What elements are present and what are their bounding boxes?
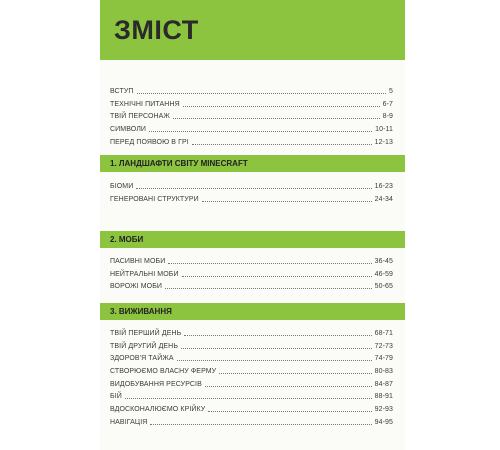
toc-item[interactable] [110,193,393,206]
leader-dots [219,373,371,374]
leader-dots [177,360,372,361]
toc-label: СТВОРЮЄМО ВЛАСНУ ФЕРМУ [110,367,217,375]
toc-page: 10-11 [375,125,393,133]
toc-item[interactable] [110,340,393,353]
toc-item[interactable] [110,327,393,340]
toc-label: НЕЙТРАЛЬНІ МОБИ [110,270,179,278]
section-title: 1. ЛАНДШАФТИ СВІТУ MINECRAFT [110,159,248,168]
leader-dots [182,276,372,277]
toc-page: 6-7 [382,100,393,108]
toc-label: БІЙ [110,393,122,401]
toc-page: 92-93 [374,405,393,413]
toc-item[interactable] [110,136,393,149]
toc-item[interactable] [110,85,393,98]
toc-item[interactable] [110,255,393,268]
toc-page: 46-59 [374,270,393,278]
leader-dots [184,335,371,336]
page-header [100,0,405,60]
toc-page: 8-9 [382,113,393,121]
section-2-list [110,255,393,293]
toc-label: ПАСИВНІ МОБИ [110,257,166,265]
intro-list [110,85,393,148]
toc-item[interactable] [110,180,393,193]
leader-dots [168,263,371,264]
toc-page: 50-65 [374,283,393,291]
toc-item[interactable] [110,390,393,403]
toc-page: 84-87 [374,380,393,388]
toc-item[interactable] [110,378,393,391]
section-title: 2. МОБИ [110,235,144,244]
leader-dots [205,386,372,387]
leader-dots [208,411,371,412]
toc-page: 80-83 [374,367,393,375]
section-title: 3. ВИЖИВАННЯ [110,307,172,316]
leader-dots [149,131,372,132]
toc-label: ГЕНЕРОВАНІ СТРУКТУРИ [110,195,199,203]
toc-label: ВОРОЖІ МОБИ [110,283,163,291]
toc-item[interactable] [110,98,393,111]
leader-dots [173,118,380,119]
section-1-list [110,180,393,205]
toc-label: ВДОСКОНАЛЮЄМО КРІЙКУ [110,405,206,413]
toc-page: 68-71 [374,329,393,337]
section-band-1 [100,155,405,172]
toc-label: ТВІЙ ДРУГИЙ ДЕНЬ [110,342,179,350]
toc-page: 88-91 [374,393,393,401]
section-3-list [110,327,393,429]
toc-item[interactable] [110,352,393,365]
toc-label: ВСТУП [110,87,134,95]
toc-label: ЗДОРОВ'Я ТАЙЖА [110,355,174,363]
toc-page: 74-79 [374,355,393,363]
toc-page: 16-23 [374,182,393,190]
toc-item[interactable] [110,123,393,136]
leader-dots [150,424,371,425]
leader-dots [202,201,372,202]
toc-label: ПЕРЕД ПОЯВОЮ В ГРІ [110,138,189,146]
leader-dots [192,144,372,145]
leader-dots [137,93,386,94]
section-band-3 [100,303,405,320]
toc-label: ТЕХНІЧНІ ПИТАННЯ [110,100,180,108]
leader-dots [181,348,372,349]
leader-dots [165,288,372,289]
section-band-2 [100,231,405,248]
toc-page: 36-45 [374,257,393,265]
toc-label: НАВІГАЦІЯ [110,418,148,426]
toc-label: ТВІЙ ПЕРСОНАЖ [110,113,170,121]
toc-page: 24-34 [374,195,393,203]
toc-label: ВИДОБУВАННЯ РЕСУРСІВ [110,380,202,388]
toc-item[interactable] [110,280,393,293]
leader-dots [125,398,372,399]
leader-dots [183,106,380,107]
toc-label: СИМВОЛИ [110,125,147,133]
toc-page: 94-95 [374,418,393,426]
toc-item[interactable] [110,110,393,123]
toc-item[interactable] [110,416,393,429]
toc-page: 12-13 [374,138,393,146]
page-title: ЗМІСТ [114,15,199,45]
toc-item[interactable] [110,268,393,281]
toc-label: БІОМИ [110,182,134,190]
toc-page: 72-73 [374,342,393,350]
book-page [100,0,405,450]
toc-item[interactable] [110,403,393,416]
leader-dots [136,188,371,189]
toc-label: ТВІЙ ПЕРШИЙ ДЕНЬ [110,329,182,337]
toc-page: 5 [389,87,393,95]
toc-item[interactable] [110,365,393,378]
